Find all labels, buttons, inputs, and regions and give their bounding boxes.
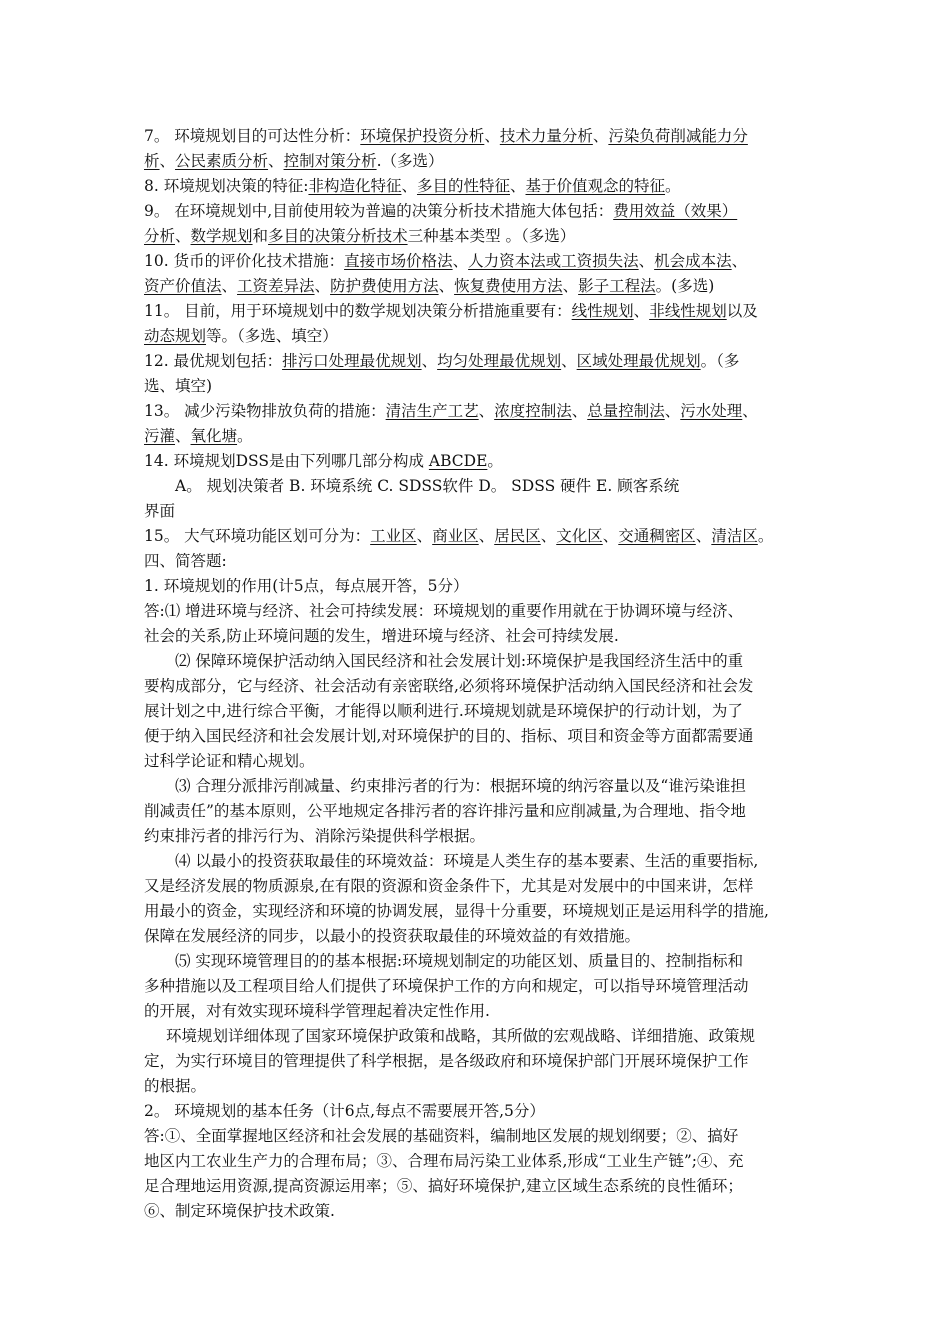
text-segment: 便于纳入国民经济和社会发展计划,对环境保护的目的、指标、项目和资金等方面都需要通: [144, 727, 754, 745]
text-segment: 2。 环境规划的基本任务（计6点,每点不需要展开答,5分）: [144, 1102, 545, 1120]
text-segment: 三种基本类型 。（多选）: [407, 227, 576, 245]
text-segment: 9。 在环境规划中,目前使用较为普遍的决策分析技术措施大体包括：: [144, 202, 614, 220]
text-segment: 、: [159, 152, 176, 170]
underlined-answer: 均匀处理最优规划: [437, 352, 562, 370]
text-line: [144, 1149, 816, 1174]
text-segment: 过科学论证和精心规划。: [144, 752, 315, 770]
text-line: [144, 449, 816, 474]
text-line: [144, 974, 816, 999]
underlined-answer: 环境保护投资分析: [360, 127, 485, 145]
underlined-answer: 浓度控制法: [494, 402, 572, 420]
text-segment: 、: [314, 277, 331, 295]
text-segment: 、: [561, 352, 577, 370]
underlined-answer: 资产价值法: [144, 277, 222, 295]
underlined-answer: 文化区: [556, 527, 603, 545]
text-segment: 、: [562, 277, 579, 295]
text-segment: 、: [731, 252, 748, 270]
text-segment: 。: [757, 527, 774, 545]
underlined-answer: 影子工程法: [578, 277, 656, 295]
underlined-answer: 技术力量分析: [499, 127, 593, 145]
text-segment: 。(多选): [655, 277, 715, 295]
text-segment: 等。（多选、填空）: [206, 327, 338, 345]
underlined-answer: 人力资本法或工资损失法: [468, 252, 639, 270]
text-segment: 要构成部分，它与经济、社会活动有亲密联络,必须将环境保护活动纳入国民经济和社会发: [144, 677, 754, 695]
text-segment: 、: [478, 402, 495, 420]
underlined-answer: 工业区: [370, 527, 417, 545]
underlined-answer: 防护费使用方法: [330, 277, 439, 295]
text-segment: 、: [664, 402, 681, 420]
text-line: [144, 774, 816, 799]
text-line: [144, 524, 816, 549]
text-segment: 、: [421, 352, 438, 370]
underlined-answer: 基于价值观念的特征: [525, 177, 666, 195]
text-segment: 。: [237, 427, 253, 445]
text-line: [144, 124, 816, 149]
text-segment: 、: [416, 527, 433, 545]
underlined-answer: 非构造化特征: [308, 177, 402, 195]
text-line: [144, 1174, 816, 1199]
text-line: [144, 549, 816, 574]
text-segment: 15。 大气环境功能区划可分为：: [144, 527, 371, 545]
underlined-answer: 数学规划: [190, 227, 253, 245]
text-line: [144, 299, 816, 324]
text-line: [144, 999, 816, 1024]
text-line: [144, 199, 816, 224]
text-segment: 、: [438, 277, 455, 295]
text-line: [144, 499, 816, 524]
text-segment: 选、填空): [144, 377, 213, 395]
text-segment: 。（多: [700, 352, 740, 370]
text-segment: 答:⑴ 增进环境与经济、社会可持续发展：环境规划的重要作用就在于协调环境与经济、: [144, 602, 744, 620]
text-segment: 、: [484, 127, 500, 145]
text-segment: ⑶ 合理分派排污削减量、约束排污者的行为：根据环境的纳污容量以及“谁污染谁担: [175, 777, 746, 795]
underlined-answer: 线性规划: [571, 302, 634, 320]
text-line: [144, 1199, 816, 1224]
text-segment: 、: [742, 402, 758, 420]
document-page: [144, 124, 816, 1224]
text-line: [144, 374, 816, 399]
text-segment: .（多选）: [376, 152, 444, 170]
text-segment: 以及: [726, 302, 758, 320]
text-segment: 足合理地运用资源,提高资源运用率；⑤、搞好环境保护,建立区域生态系统的良性循环；: [144, 1177, 743, 1195]
underlined-answer: 污染负荷削减能力分: [608, 127, 748, 145]
underlined-answer: 恢复费使用方法: [454, 277, 563, 295]
text-segment: 、: [268, 152, 284, 170]
text-segment: 1. 环境规划的作用(计5点，每点展开答，5分）: [144, 577, 469, 595]
text-line: [144, 1074, 816, 1099]
underlined-answer: 控制对策分析: [283, 152, 377, 170]
text-segment: 、: [602, 527, 619, 545]
text-segment: ⑷ 以最小的投资获取最佳的环境效益：环境是人类生存的基本要素、生活的重要指标,: [175, 852, 759, 870]
text-segment: 环境规划详细体现了国家环境保护政策和战略，其所做的宏观战略、详细措施、政策规: [166, 1027, 756, 1045]
text-segment: A。 规划决策者 B. 环境系统 C. SDSS软件 D。 SDSS 硬件 E. 顾客系统: [175, 477, 680, 495]
text-line: [144, 324, 816, 349]
text-line: [144, 224, 816, 249]
underlined-answer: 非线性规划: [649, 302, 727, 320]
text-segment: 、: [478, 527, 495, 545]
underlined-answer: 动态规划: [144, 327, 207, 345]
text-segment: ⑵ 保障环境保护活动纳入国民经济和社会发展计划:环境保护是我国经济生活中的重: [175, 652, 744, 670]
underlined-answer: 费用效益（效果）: [613, 202, 738, 220]
underlined-answer: 直接市场价格法: [344, 252, 453, 270]
text-segment: 展计划之中,进行综合平衡，才能得以顺利进行.环境规划就是环境保护的行动计划，为了: [144, 702, 743, 720]
text-line: [144, 824, 816, 849]
text-line: [144, 1049, 816, 1074]
text-line: [144, 1024, 816, 1049]
text-segment: 、: [638, 252, 655, 270]
underlined-answer: ABCDE: [428, 452, 488, 470]
underlined-answer: 机会成本法: [654, 252, 732, 270]
text-segment: 和: [252, 227, 269, 245]
text-segment: 、: [633, 302, 650, 320]
text-segment: 答:①、全面掌握地区经济和社会发展的基础资料，编制地区发展的规划纲要；②、搞好: [144, 1127, 739, 1145]
text-segment: 定，为实行环境目的管理提供了科学根据，是各级政府和环境保护部门开展环境保护工作: [144, 1052, 749, 1070]
underlined-answer: 多目的决策分析技术: [268, 227, 408, 245]
underlined-answer: 清洁区: [711, 527, 758, 545]
text-segment: 的根据。: [144, 1077, 207, 1095]
text-line: [144, 849, 816, 874]
underlined-answer: 交通稠密区: [618, 527, 696, 545]
text-line: [144, 899, 816, 924]
text-segment: 、: [175, 427, 191, 445]
text-segment: 10. 货币的评价化技术措施：: [144, 252, 345, 270]
underlined-answer: 分析: [144, 227, 176, 245]
text-line: [144, 624, 816, 649]
text-segment: ⑥、制定环境保护技术政策.: [144, 1202, 335, 1220]
text-line: [144, 649, 816, 674]
text-line: [144, 249, 816, 274]
underlined-answer: 析: [144, 152, 160, 170]
text-line: [144, 424, 816, 449]
underlined-answer: 污水处理: [680, 402, 743, 420]
text-line: [144, 674, 816, 699]
text-line: [144, 699, 816, 724]
text-line: [144, 574, 816, 599]
underlined-answer: 总量控制法: [587, 402, 665, 420]
text-line: [144, 399, 816, 424]
text-segment: 、: [571, 402, 588, 420]
underlined-answer: 排污口处理最优规划: [282, 352, 422, 370]
text-line: [144, 174, 816, 199]
text-segment: 用最小的资金，实现经济和环境的协调发展，显得十分重要，环境规划正是运用科学的措施,: [144, 902, 769, 920]
text-segment: 、: [221, 277, 238, 295]
text-segment: 、: [175, 227, 191, 245]
underlined-answer: 多目的性特征: [416, 177, 510, 195]
text-segment: 社会的关系,防止环境问题的发生，增进环境与经济、社会可持续发展.: [144, 627, 619, 645]
underlined-answer: 污灌: [144, 427, 176, 445]
text-segment: 、: [695, 527, 712, 545]
underlined-answer: 公民素质分析: [175, 152, 269, 170]
text-segment: 的开展，对有效实现环境科学管理起着决定性作用.: [144, 1002, 490, 1020]
text-segment: 削减责任”的基本原则，公平地规定各排污者的容许排污量和应削减量,为合理地、指令地: [144, 802, 746, 820]
text-segment: 、: [510, 177, 526, 195]
text-segment: 保障在发展经济的同步，以最小的投资获取最佳的环境效益的有效措施。: [144, 927, 641, 945]
text-line: [144, 149, 816, 174]
text-line: [144, 724, 816, 749]
text-segment: 。: [487, 452, 503, 470]
text-segment: 。: [665, 177, 681, 195]
underlined-answer: 商业区: [432, 527, 479, 545]
text-line: [144, 924, 816, 949]
text-line: [144, 474, 816, 499]
text-segment: 12. 最优规划包括：: [144, 352, 283, 370]
text-segment: 11。 目前，用于环境规划中的数学规划决策分析措施重要有：: [144, 302, 572, 320]
underlined-answer: 居民区: [494, 527, 541, 545]
text-line: [144, 949, 816, 974]
text-segment: 13。 减少污染物排放负荷的措施：: [144, 402, 386, 420]
text-line: [144, 874, 816, 899]
text-line: [144, 274, 816, 299]
text-segment: 又是经济发展的物质源泉,在有限的资源和资金条件下，尤其是对发展中的中国来讲，怎样: [144, 877, 754, 895]
text-segment: 8. 环境规划决策的特征:: [144, 177, 309, 195]
text-line: [144, 1124, 816, 1149]
text-segment: 界面: [144, 502, 176, 520]
text-segment: 14. 环境规划DSS是由下列哪几部分构成: [144, 452, 429, 470]
text-segment: 四、简答题:: [144, 552, 227, 570]
text-segment: ⑸ 实现环境管理目的的基本根据:环境规划制定的功能区划、质量目的、控制指标和: [175, 952, 744, 970]
text-line: [144, 799, 816, 824]
underlined-answer: 工资差异法: [237, 277, 315, 295]
text-segment: 、: [452, 252, 469, 270]
text-segment: 7。 环境规划目的可达性分析：: [144, 127, 361, 145]
text-line: [144, 349, 816, 374]
underlined-answer: 氧化塘: [190, 427, 238, 445]
text-line: [144, 599, 816, 624]
underlined-answer: 区域处理最优规划: [576, 352, 701, 370]
underlined-answer: 清洁生产工艺: [385, 402, 479, 420]
text-line: [144, 1099, 816, 1124]
text-line: [144, 749, 816, 774]
text-segment: 、: [592, 127, 609, 145]
text-segment: 、: [401, 177, 417, 195]
text-segment: 约束排污者的排污行为、消除污染提供科学根据。: [144, 827, 486, 845]
text-segment: 地区内工农业生产力的合理布局；③、合理布局污染工业体系,形成“工业生产链”;④、充: [144, 1152, 744, 1170]
text-segment: 多种措施以及工程项目给人们提供了环境保护工作的方向和规定，可以指导环境管理活动: [144, 977, 749, 995]
text-segment: 、: [540, 527, 557, 545]
